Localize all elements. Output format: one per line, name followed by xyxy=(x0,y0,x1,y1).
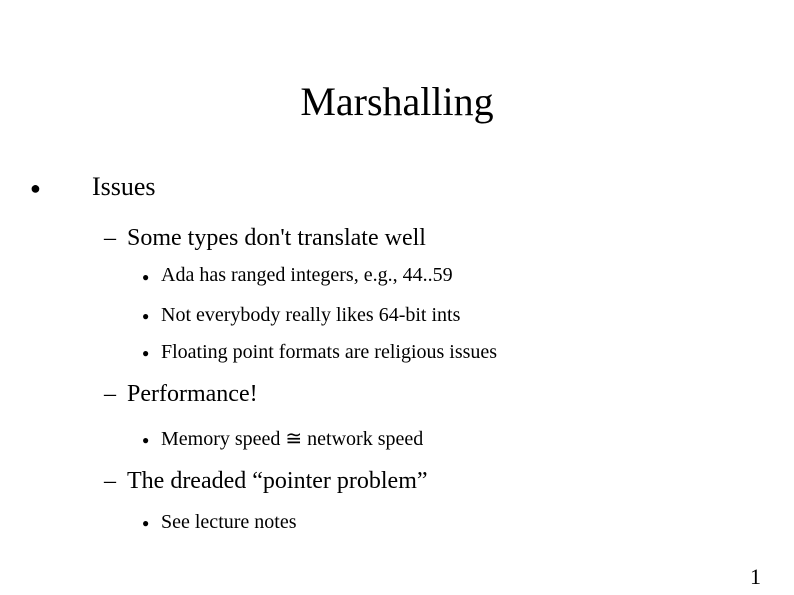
bullet-dot-small: ● xyxy=(142,433,150,447)
bullet-dot-small: ● xyxy=(142,516,150,530)
slide-title: Marshalling xyxy=(300,79,494,124)
bullet-floating: Floating point formats are religious issues xyxy=(161,341,498,363)
bullet-pointer: The dreaded “pointer problem” xyxy=(127,468,428,494)
bullet-dash: – xyxy=(104,225,116,251)
bullet-dot-small: ● xyxy=(142,346,150,360)
bullet-performance: Performance! xyxy=(127,381,258,407)
bullet-dot-small: ● xyxy=(142,309,150,323)
bullet-issues: Issues xyxy=(92,172,156,201)
bullet-lecture: See lecture notes xyxy=(161,511,297,533)
bullet-dot-small: ● xyxy=(142,270,150,284)
bullet-dash: – xyxy=(104,468,116,494)
bullet-dot: ● xyxy=(30,178,41,198)
bullet-ints: Not everybody really likes 64-bit ints xyxy=(161,304,461,326)
bullet-ada: Ada has ranged integers, e.g., 44..59 xyxy=(161,264,453,286)
bullet-translate: Some types don't translate well xyxy=(127,225,426,251)
bullet-memory: Memory speed ≅ network speed xyxy=(161,428,424,450)
bullet-dash: – xyxy=(104,381,116,407)
page-number: 1 xyxy=(750,564,761,589)
